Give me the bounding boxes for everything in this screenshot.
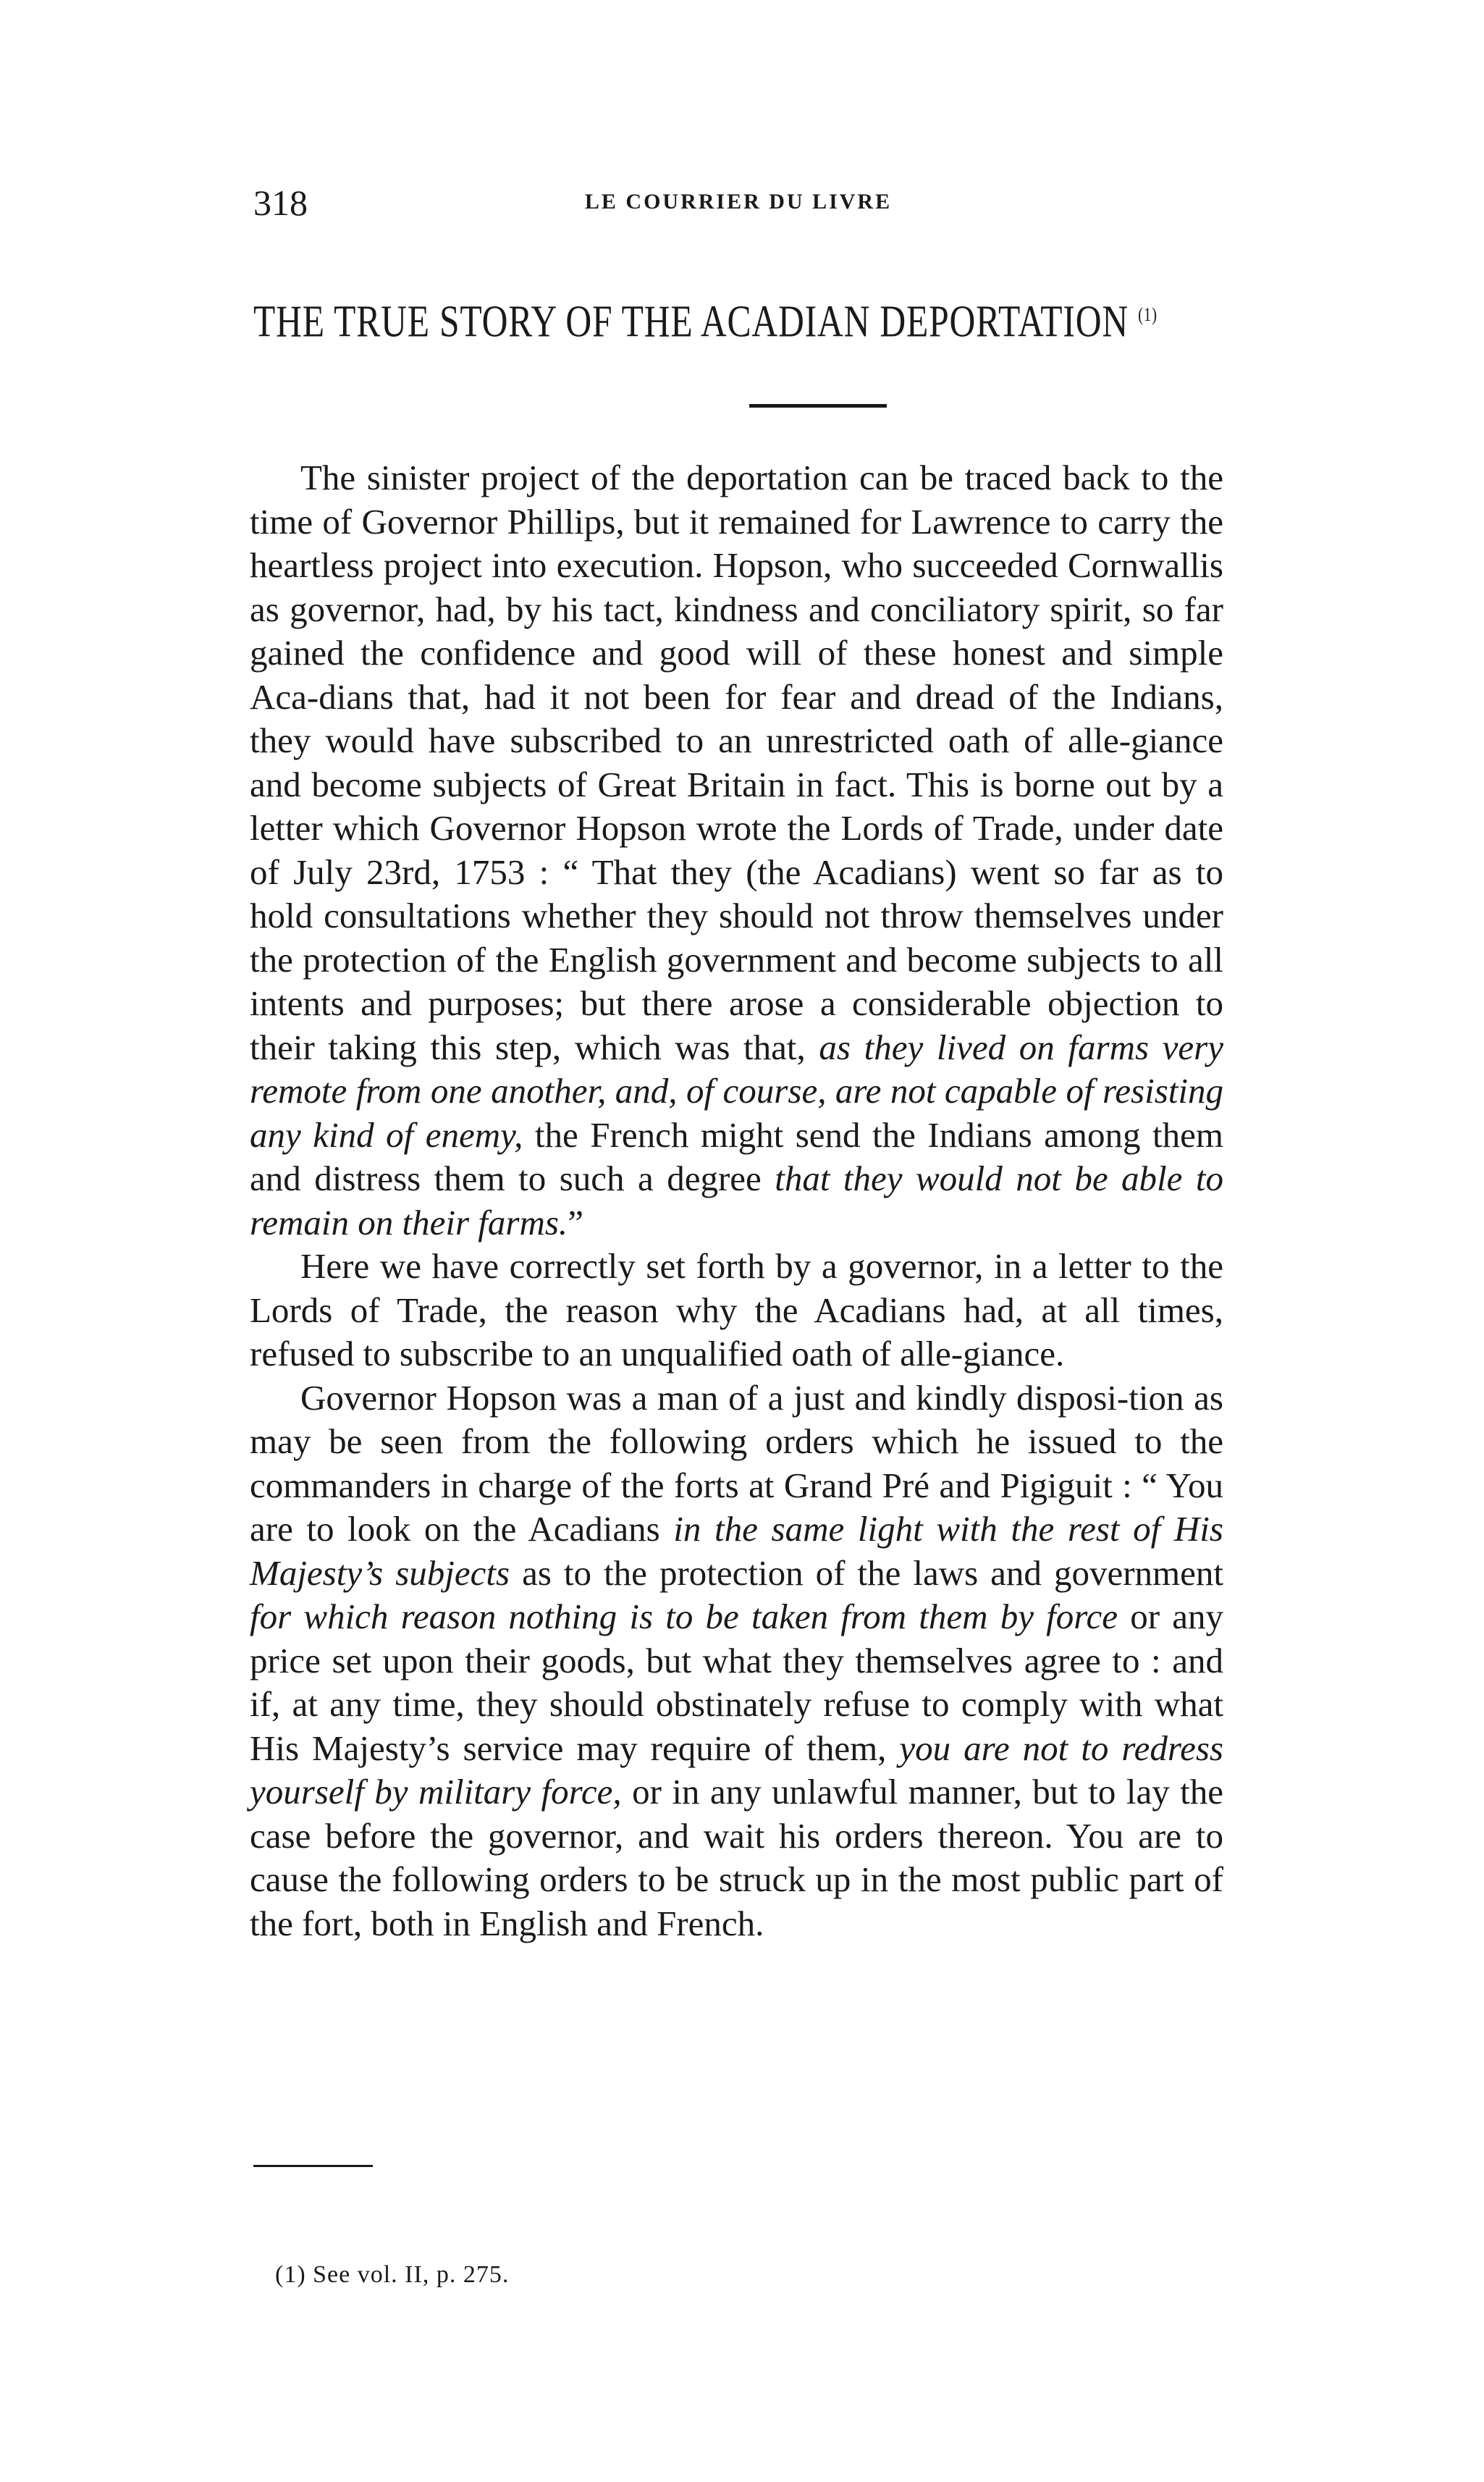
paragraph-1-text-a: The sinister project of the deportation can be traced back to the time of Governor Phillips, but it remained for Lawrence to carry the heartless project into execution. Hopson, who succeeded Cornwallis as governor, had, by his tact, kindness and conciliatory spirit, so far gained the confidence and good will of these honest and simple Aca-dians that, had it not been for fear and dread of the Indians, they would have subscribed to an unrestricted oath of alle-giance and become subjects of Great Britain in fact. This is borne out by a letter which Governor Hopson wrote the Lords of Trade, under date of July 23rd, 1753 : “ That they (the Acadians) went so far as to hold consultations whether they should not throw themselves under the protection of the English government and become subjects to all intents and purposes; but there arose a considerable objection to their taking this step, which was that,	[250, 458, 1223, 1067]
article-title-text: THE TRUE STORY OF THE ACADIAN DEPORTATION	[253, 297, 1129, 347]
paragraph-3-text-e: or any price set upon their goods, but what they themselves agree to : and if, at any time, they should obstinately refuse to comply with what His Majesty’s service may require of them,	[250, 1597, 1223, 1768]
paragraph-1	[250, 456, 1223, 1245]
paragraph-3-text-a: Governor Hopson was a man of a just and kindly disposi-tion as may be seen from the following orders which he issued to the commanders in charge of the forts at Grand Pré and Pigiguit : “ You are to look on the Acadians	[250, 1377, 1223, 1549]
paragraph-3-italic-d: for which reason nothing is to be taken from them by force	[250, 1597, 1118, 1636]
paragraph-1-text-c: the French might send the Indians among them and distress them to such a degree	[250, 1114, 1223, 1198]
journal-title: LE COURRIER DU LIVRE	[584, 190, 893, 214]
paragraph-3-text-c: as to the protection of the laws and government	[510, 1552, 1223, 1593]
page-number: 318	[253, 182, 308, 223]
footnote-rule	[253, 2165, 373, 2167]
footnote: (1) See vol. II, p. 275.	[275, 2261, 510, 2288]
paragraph-2: Here we have correctly set forth by a governor, in a letter to the Lords of Trade, the reason why the Acadians had, at all times, refused to subscribe to an unqualified oath of alle-giance.	[250, 1246, 1223, 1373]
title-rule	[749, 404, 887, 408]
paragraph-3-text-g: or in any unlawful manner, but to lay the case before the governor, and wait his orders thereon. You are to cause the following orders to be struck up in the most public part of the fort, both in English and French.	[250, 1772, 1223, 1943]
running-head	[253, 181, 1223, 224]
paragraph-1-italic-b: as they lived on farms very remote from one another, and, of course, are not capable of resisting any kind of enemy,	[250, 1027, 1223, 1155]
article-title	[253, 286, 1158, 351]
title-footnote-marker: (1)	[1138, 304, 1158, 325]
paragraph-3-italic-b: in the same light with the rest of His Majesty’s subjects	[250, 1509, 1223, 1593]
article-body	[250, 456, 1223, 1945]
paragraph-1-italic-d: that they would not be able to remain on their farms.	[250, 1158, 1223, 1242]
paragraph-3-italic-f: you are not to redress yourself by military force,	[250, 1728, 1223, 1812]
paragraph-3	[250, 1376, 1223, 1946]
paragraph-1-text-e: ”	[568, 1202, 583, 1242]
